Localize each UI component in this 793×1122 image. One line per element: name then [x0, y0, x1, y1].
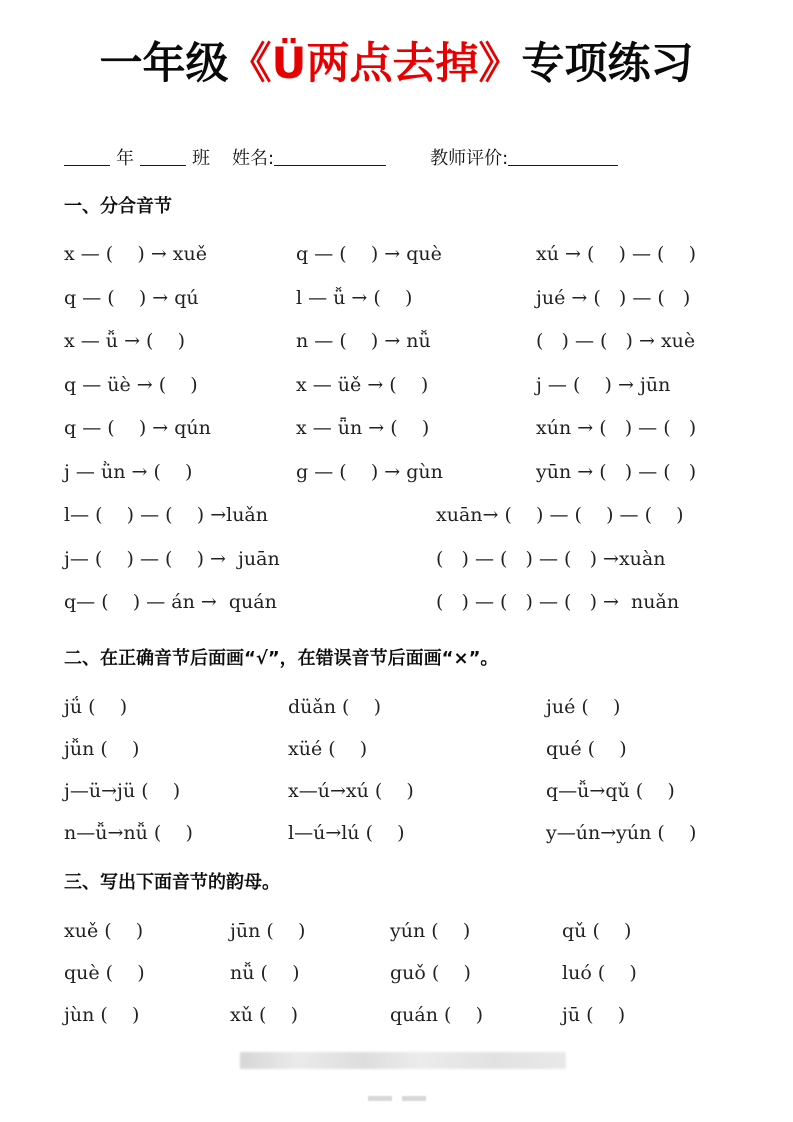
exercise-item: quán ( ): [390, 1003, 483, 1026]
exercise-item: y—ún→yún ( ): [546, 821, 697, 844]
section-2-exercises: [64, 686, 757, 854]
exercise-item: q — üè → ( ): [64, 373, 198, 396]
exercise-row: [64, 319, 757, 363]
exercise-item: xú → ( ) — ( ): [536, 243, 696, 266]
exercise-item: jūn ( ): [230, 919, 306, 942]
exercise-item: l—ú→lú ( ): [288, 821, 405, 844]
exercise-item: jǚn ( ): [64, 737, 140, 760]
year-label: 年: [116, 148, 134, 170]
exercise-item: jǘ ( ): [64, 695, 128, 718]
exercise-item: xǔ ( ): [230, 1003, 298, 1026]
exercise-item: jué → ( ) — ( ): [536, 286, 691, 309]
exercise-row: [64, 770, 757, 812]
student-info-line: [64, 144, 757, 170]
exercise-item: jū ( ): [562, 1003, 626, 1026]
name-label: 姓名:: [232, 148, 275, 170]
exercise-item: q— ( ) — án → quán: [64, 591, 277, 614]
year-blank: [64, 149, 110, 166]
exercise-item: l— ( ) — ( ) →luǎn: [64, 504, 268, 527]
exercise-item: x — ǖn → ( ): [296, 417, 430, 440]
exercise-row: [64, 232, 757, 276]
watermark-smudge: [368, 1096, 432, 1102]
exercise-row: [64, 406, 757, 450]
exercise-row: [64, 363, 757, 407]
exercise-item: x — ( ) → xuě: [64, 243, 207, 266]
exercise-item: qué ( ): [546, 737, 627, 760]
exercise-row: [64, 686, 757, 728]
exercise-row: [64, 910, 757, 952]
exercise-item: n — ( ) → nǚ: [296, 330, 431, 353]
exercise-item: xuān→ ( ) — ( ) — ( ): [436, 504, 684, 527]
exercise-row: [64, 994, 757, 1036]
section-1-exercises: [64, 232, 757, 624]
exercise-row: [64, 812, 757, 854]
exercise-row: [64, 728, 757, 770]
exercise-item: q — ( ) → qún: [64, 417, 211, 440]
exercise-item: j— ( ) — ( ) → juān: [64, 547, 280, 570]
exercise-item: ( ) — ( ) — ( ) → nuǎn: [436, 591, 680, 614]
exercise-row: [64, 537, 757, 581]
exercise-item: yún ( ): [390, 919, 471, 942]
exercise-item: j — ( ) → jūn: [536, 373, 671, 396]
section-3-exercises: [64, 910, 757, 1036]
section-1-heading: 一、分合音节: [64, 196, 172, 218]
exercise-item: q — ( ) → què: [296, 243, 442, 266]
name-blank: [274, 149, 386, 166]
exercise-item: què ( ): [64, 961, 145, 984]
exercise-item: x—ú→xú ( ): [288, 779, 414, 802]
exercise-item: ( ) — ( ) — ( ) →xuàn: [436, 547, 666, 570]
exercise-item: x — ǚ → ( ): [64, 330, 186, 353]
exercise-row: [64, 952, 757, 994]
exercise-item: xüé ( ): [288, 737, 368, 760]
exercise-item: g — ( ) → gùn: [296, 460, 443, 483]
exercise-row: [64, 493, 757, 537]
exercise-item: j—ü→jü ( ): [64, 779, 181, 802]
exercise-item: qǔ ( ): [562, 919, 632, 942]
exercise-item: jùn ( ): [64, 1003, 140, 1026]
title-highlight: 《Ü两点去掉》: [228, 39, 522, 89]
exercise-item: yūn → ( ) — ( ): [536, 460, 697, 483]
exercise-item: düǎn ( ): [288, 695, 381, 718]
exercise-item: q — ( ) → qú: [64, 286, 199, 309]
exercise-item: n—ǚ→nǚ ( ): [64, 821, 193, 844]
class-label: 班: [192, 148, 210, 170]
exercise-item: luó ( ): [562, 961, 637, 984]
exercise-item: x — üě → ( ): [296, 373, 429, 396]
title-prefix: 一年级: [99, 39, 229, 89]
exercise-row: [64, 276, 757, 320]
exercise-item: nǚ ( ): [230, 961, 300, 984]
exercise-item: ( ) — ( ) → xuè: [536, 330, 696, 353]
page-title: [0, 40, 793, 89]
exercise-item: jué ( ): [546, 695, 621, 718]
watermark-bar: [240, 1052, 566, 1069]
teacher-eval-label: 教师评价:: [430, 148, 509, 170]
title-suffix: 专项练习: [521, 39, 694, 89]
exercise-row: [64, 450, 757, 494]
exercise-item: xún → ( ) — ( ): [536, 417, 697, 440]
exercise-item: l — ǚ → ( ): [296, 286, 413, 309]
section-3-heading: 三、写出下面音节的韵母。: [64, 871, 280, 893]
exercise-item: xuě ( ): [64, 919, 144, 942]
section-2-heading: 二、在正确音节后面画“√”，在错误音节后面画“×”。: [64, 647, 499, 669]
class-blank: [140, 149, 186, 166]
exercise-item: guǒ ( ): [390, 961, 471, 984]
teacher-eval-blank: [508, 149, 618, 166]
exercise-item: q—ǚ→qǔ ( ): [546, 779, 675, 802]
exercise-item: j — ǜn → ( ): [64, 460, 193, 483]
exercise-row: [64, 580, 757, 624]
